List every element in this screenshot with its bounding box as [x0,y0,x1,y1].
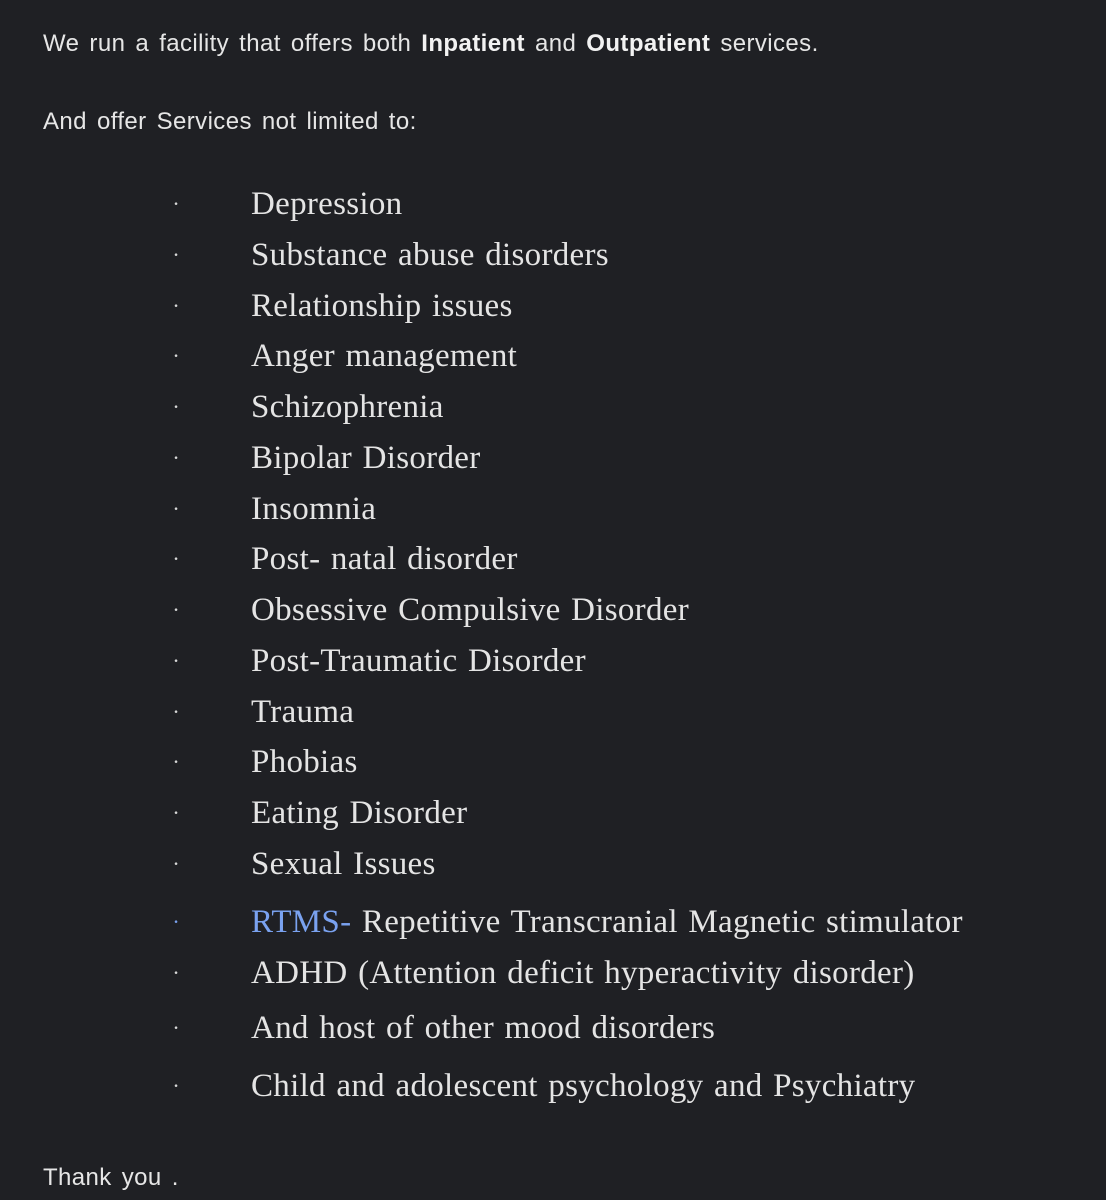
bullet-icon: · [172,800,180,825]
service-label-rtms [251,900,963,944]
rtms-description: Repetitive Transcranial Magnetic stimulator [351,904,963,940]
service-label: Post-Traumatic Disorder [251,643,586,679]
list-item [0,1064,1106,1108]
bullet-icon: · [172,1015,180,1040]
service-label: Substance abuse disorders [251,237,609,273]
services-intro-line: And offer Services not limited to: [43,108,417,135]
service-label: Post- natal disorder [251,541,518,577]
list-item [0,334,1106,378]
list-item [0,233,1106,277]
bullet-icon: · [172,496,180,521]
bullet-icon: · [172,191,180,216]
list-item [0,690,1106,734]
service-label: Child and adolescent psychology and Psychiatry [251,1068,916,1104]
service-label: Schizophrenia [251,389,444,425]
list-item [0,284,1106,328]
service-label: Trauma [251,694,355,730]
inpatient-bold: Inpatient [421,30,525,57]
service-label: Obsessive Compulsive Disorder [251,592,689,628]
list-item [0,487,1106,531]
bullet-icon: · [172,597,180,622]
service-label: ADHD (Attention deficit hyperactivity disorder) [251,955,915,991]
service-label: Anger management [251,338,518,374]
bullet-icon: · [172,546,180,571]
list-item [0,385,1106,429]
service-label: Depression [251,186,403,222]
list-item [0,182,1106,226]
service-label: Insomnia [251,491,377,527]
list-item [0,588,1106,632]
intro-middle: and [524,30,587,57]
bullet-icon: · [172,343,180,368]
list-item [0,639,1106,683]
bullet-icon: · [172,445,180,470]
list-item [0,537,1106,581]
bullet-icon: · [172,293,180,318]
list-item [0,436,1106,480]
service-label: Eating Disorder [251,795,468,831]
list-item [0,842,1106,886]
service-label: Phobias [251,744,358,780]
bullet-icon: · [172,851,180,876]
bullet-icon: · [172,1073,180,1098]
service-label: Sexual Issues [251,846,436,882]
intro-prefix: We run a facility that offers both [43,30,422,57]
list-item [0,740,1106,784]
service-label: Bipolar Disorder [251,440,481,476]
list-item [0,791,1106,835]
bullet-icon: · [172,648,180,673]
bullet-icon: · [172,242,180,267]
bullet-icon: · [172,909,180,934]
intro-suffix: services. [710,30,819,57]
list-item [0,951,1106,995]
bullet-icon: · [172,960,180,985]
bullet-icon: · [172,394,180,419]
bullet-icon: · [172,699,180,724]
service-label: And host of other mood disorders [251,1010,716,1046]
rtms-link[interactable]: RTMS- [251,904,352,940]
list-item [0,1006,1106,1050]
service-label: Relationship issues [251,288,513,324]
closing-line: Thank you . [43,1164,179,1191]
intro-paragraph [43,30,819,58]
list-item-rtms [0,900,1106,944]
bullet-icon: · [172,749,180,774]
outpatient-bold: Outpatient [586,30,711,57]
